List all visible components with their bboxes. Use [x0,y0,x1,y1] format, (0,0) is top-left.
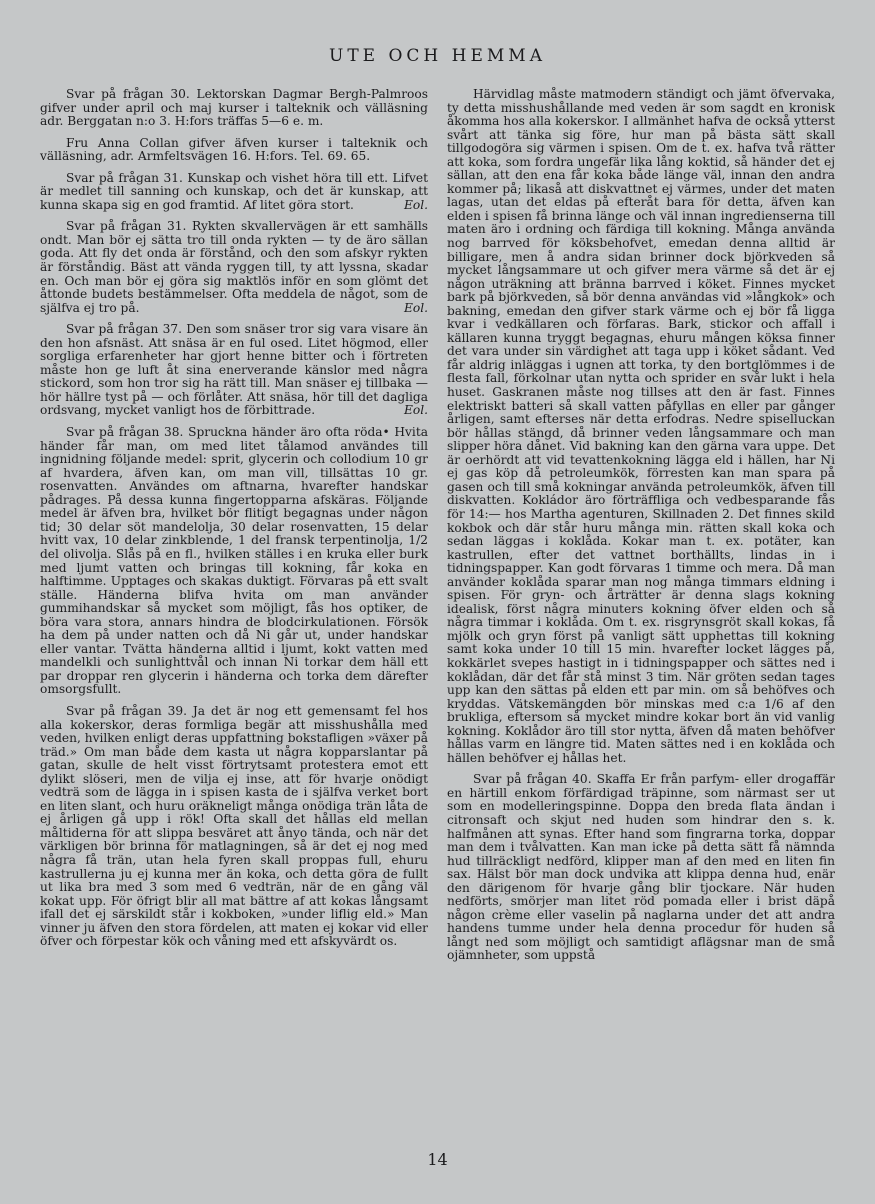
answer-37-text: Svar på frågan 37. Den som snäser tror sig vara visare än den hon afsnäst. Att snäsa är en ful osed. Litet högmod, eller sorgliga erfarenheter har gjort henne bitter och i förtreten måste hon ge luft åt sina enerverande känslor med några stickord, som hon tror sig ha rätt till. Man snäser ej tillbaka — hör hällre tyst på — och förlåter. Att snäsa, hör till det dagliga ordsvang, mycket vanligt hos de förbittrade. [40,322,428,418]
right-column [447,88,835,971]
answer-37 [40,323,428,418]
answer-38: Svar på frågan 38. Spruckna händer äro ofta röda• Hvita händer får man, om med litet tålamod användes till ingnidning följande medel: sprit, glycerin och collodium 10 gr af hvardera, äfven kan, om man vill, tillsättas 10 gr. rosenvatten. Användes om aftnarna, hvarefter handskar pådrages. På dessa kunna fingertopparna afskäras. Följande medel är äfven bra, hvilket bör flitigt begagnas under någon tid; 30 delar söt mandelolja, 30 delar rosenvatten, 15 delar hvitt vax, 10 delar zinkblende, 1 del fransk terpentinolja, 1/2 del olivolja. Slås på en fl., hvilken ställes i en kruka eller burk med ljumt vatten och bringas till kokning, får koka en halftimme. Upptages och skakas duktigt. Förvaras på ett svalt ställe. Händerna blifva hvita om man använder gummihandskar så mycket som möjligt, fås hos optiker, de böra vara stora, annars hindra de blodcirkulationen. Försök ha dem på under natten och då Ni går ut, under handskar eller vantar. Tvätta händerna alltid i ljumt, kokt vatten med mandelkli och sunlighttvål och innan Ni torkar dem häll ett par droppar ren glycerin i händerna och torka dem därefter omsorgsfullt. [40,425,428,697]
page-number: 14 [427,1150,448,1169]
left-column [40,88,428,957]
signature: Eol. [403,300,428,315]
page-header: UTE OCH HEMMA [329,46,546,66]
signature: Eol. [403,403,428,418]
answer-31-b [40,220,428,315]
answer-40: Svar på frågan 40. Skaffa Er från parfym- eller drogaffär en härtill enkom förfärdigad träpinne, som närmast ser ut som en modelleringspinne. Doppa den breda flata ändan i citronsaft och skjut ned huden som hindrar den s. k. halfmånen att synas. Efter hand som fingrarna torka, doppar man dem i tvålvatten. Kan man icke på detta sätt få nämnda hud tillräckligt nedförd, klipper man af den med en liten fin sax. Hälst bör man dock undvika att klippa denna hud, enär den därigenom för hvarje gång blir tjockare. När huden nedförts, smörjer man litet röd pomada eller i brist däpå någon crème eller vaselin på naglarna under det att andra handens tumme under hela denna procedur för huden så långt ned som möjligt och samtidigt aflägsnar man de små ojämnheter, som uppstå [447,772,835,963]
answer-39: Svar på frågan 39. Ja det är nog ett gemensamt fel hos alla kokerskor, deras formliga begär att misshushålla med veden, hvilken enligt deras uppfattning bokstafligen »växer på träd.» Om man både dem kasta ut några kopparslantar på gatan, skulle de helt visst förtrytsamt protestera emot ett dylikt slöseri, men de vilja ej inse, att för hvarje onödigt vedträ som de lägga in i spisen kasta de i själfva verket bort en liten slant, och huru oräkneligt många onödiga trän låta de ej årligen gå upp i rök! Ofta skall det hållas eld mellan måltiderna för att slippa besväret att ånyo tända, och när det värkligen bör brinna för matlagningen, så är det ej nog med några få trän, utan hela fyren skall proppas full, ehuru kastrullerna ju ej kunna mer än koka, och detta göra de fullt ut lika bra med 3 som med 6 vedträn, när de en gång väl kokat upp. För öfrigt blir all mat bättre af att kokas långsamt ifall det ej särskildt står i kokboken, »under liflig eld.» Man vinner ju äfven den stora fördelen, att maten ej kokar vid eller öfver och förpestar kök och våning med ett afskyvärdt os. [40,703,428,949]
answer-31-a-text: Svar på frågan 31. Kunskap och vishet höra till ett. Lifvet är medlet till sanning och kunskap, och det är kunskap, att kunna skapa sig en god framtid. Af litet göra stort. [40,170,428,212]
answer-31-a [40,172,428,213]
answer-39-continued: Härvidlag måste matmodern ständigt och jämt öfvervaka, ty detta misshushållande med veden är som sagdt en kronisk åkomma hos alla kokerskor. I allmänhet hafva de också ytterst svårt att tänka sig före, hur man på bästa sätt skall tillgodogöra sig värmen i spisen. Om de t. ex. hafva två rätter att koka, som fordra ungefär lika lång koktid, så händer det ej sällan, att den ena får koka både länge väl, innan den andra kommer på; likaså att diskvattnet ej värmes, under det maten lagas, utan det eldas på efteråt bara för detta, äfven kan elden i spisen få brinna länge och väl innan ingredienserna till maten äro i ordning och färdiga till kokning. Många använda nog barrved för köksbehofvet, emedan denna alltid är billigare, men å andra sidan brinner dock björkveden så mycket långsammare ut och gifver mera värme så det är ej någon uträkning att bränna barrved i köket. Finnes mycket bark på björkveden, så bör denna användas vid »långkok» och bakning, emedan den gifver stark värme och ej bör få ligga kvar i vedkällaren och förfaras. Bark, stickor och affall i källaren kunna tryggt begagnas, ehuru mången köksa finner det vara under sin värdighet att taga upp i köket sådant. Ved får aldrig inläggas i ugnen att torka, ty den bortglömmes i de flesta fall, förkolnar utan nytta och sprider en svår lukt i hela huset. Gaskranen måste nog tillses att den är fast. Finnes elektriskt batteri så skall vatten påfyllas en eller par gånger årligen, samt efterses när detta erfodras. Nedre spiselluckan bör hållas stängd, då brinner veden långsammare och man slipper höra dånet. Vid bakning kan den gärna vara uppe. Det är oerhördt att vid tevattenkokning lägga eld i hällen, har Ni ej gas köp då petroleumkök, förresten kan man spara på gasen och till små kokningar använda petroleumkök, äfven till diskvatten. Kokládor äro förträffliga och vedbesparande fås för 14:— hos Martha agenturen, Skillnaden 2. Det finnes skild kokbok och där står huru många min. rätten skall koka och sedan läggas i koklåda. Kokar man t. ex. potäter, kan kastrullen, efter det vattnet borthällts, lindas in i tidningspapper. Kan godt förvaras 1 timme och mera. Då man använder koklåda sparar man nog många timmars eldning i spisen. För gryn- och årträtter är denna slags kokning idealisk, först några minuters kokning öfver elden och så några timmar i koklåda. Om t. ex. risgrynsgröt skall kokas, få mjölk och gryn först på vanligt sätt upphettas till kokning samt koka under 10 till 15 min. hvarefter locket lägges på, kokkärlet svepes hastigt in i tidningspapper och sättes ned i koklådan, där det får stå minst 3 tim. När gröten sedan tages upp kan den sättas på elden ett par min. om så behöfves och kryddas. Vätskemängden bör minskas med c:a 1/6 af den brukliga, eftersom så mycket mindre kokar bort än vid vanlig kokning. Koklådor äro till stor nytta, äfven då maten behöfver hållas varm en längre tid. Maten sättes ned i en koklåda och hällen behöfver ej hållas het. [447,87,835,765]
answer-30-b: Fru Anna Collan gifver äfven kurser i talteknik och välläsning, adr. Armfeltsvägen 16. H:fors. Tel. 69. 65. [40,135,428,164]
answer-31-b-text: Svar på frågan 31. Rykten skvallervägen är ett samhälls ondt. Man bör ej sätta tro till onda rykten — ty de äro sällan goda. Att fly det onda är förstånd, och den som afskyr rykten är förståndig. Bäst att vända ryggen till, ty att lyssna, skadar en. Och man bör ej göra sig maktlös inför en som glömt det åttonde budets bestämmelser. Ofta meddela de något, som de själfva ej tro på. [40,219,428,315]
answer-30-a: Svar på frågan 30. Lektorskan Dagmar Bergh-Palmroos gifver under april och maj kurser i talteknik och välläsning adr. Berggatan n:o 3. H:fors träffas 5—6 e. m. [40,87,428,129]
signature: Eol. [403,197,428,212]
